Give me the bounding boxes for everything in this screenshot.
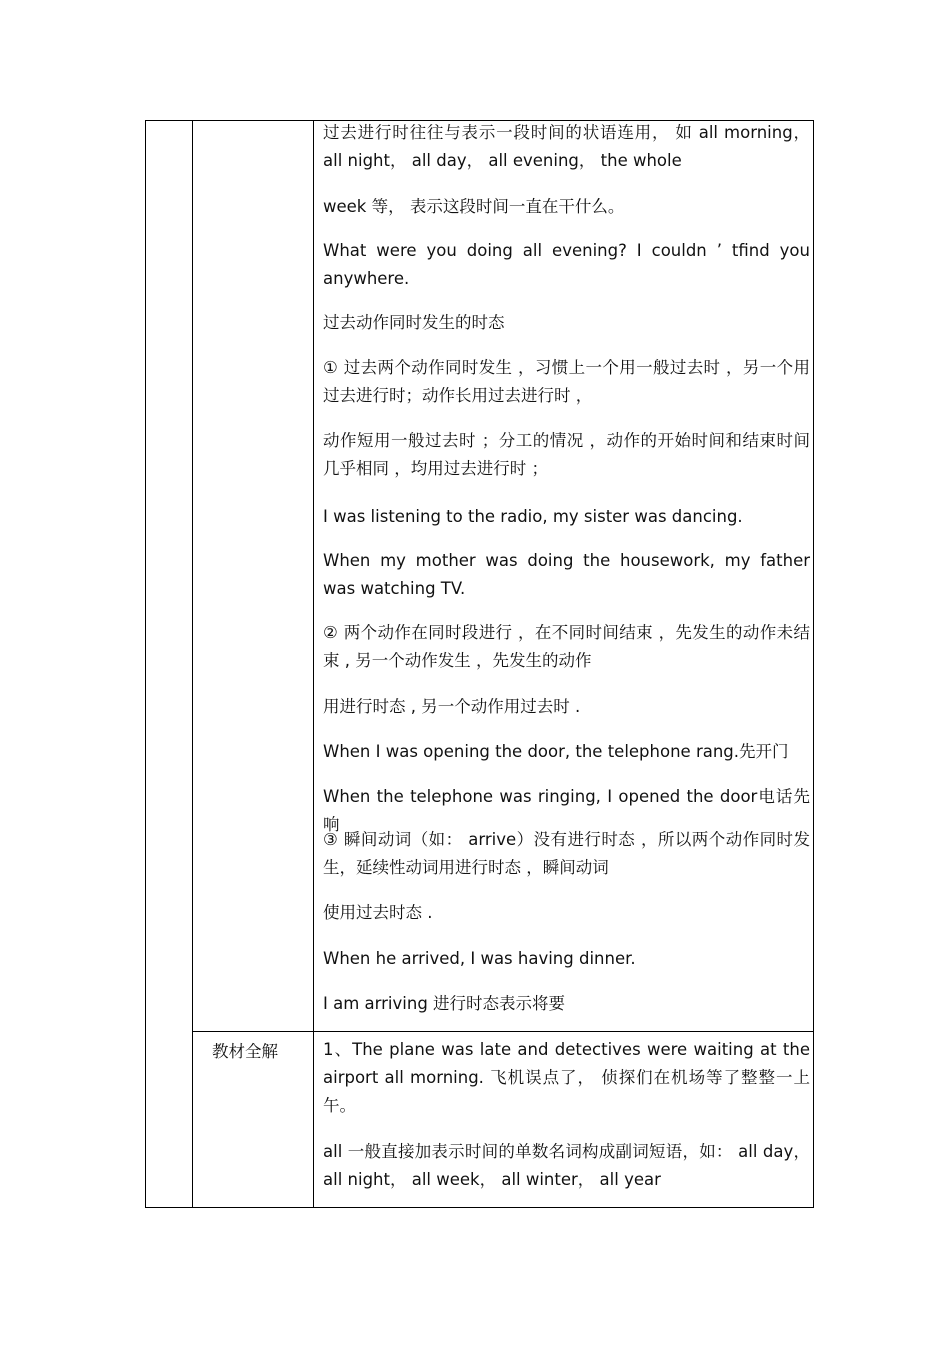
textbook-explanation-label: 教材全解: [212, 1042, 278, 1061]
rule-item: 用进行时态 , 另一个动作用过去时 .: [323, 697, 581, 716]
section-heading: 过去动作同时发生的时态: [323, 313, 505, 332]
textbook-item: 1、The plane was late and detectives were waiting at the airport all morning. 飞机误点了， 侦探们在机场等了整整一上午。: [323, 1040, 810, 1115]
rule-item: 使用过去时态 .: [323, 903, 433, 922]
rule-item: ① 过去两个动作同时发生 ，习惯上一个用一般过去时 ，另一个用过去进行时；动作长用过去进行时 ，: [323, 358, 810, 405]
textbook-note: all 一般直接加表示时间的单数名词构成副词短语，如： all day， all night， all week， all winter， all year: [323, 1142, 810, 1189]
example-sentence: What were you doing all evening? I couldn ’ tfind you anywhere.: [323, 241, 810, 288]
paragraph: week 等， 表示这段时间一直在干什么。: [323, 197, 625, 216]
example-sentence: I am arriving 进行时态表示将要: [323, 994, 566, 1013]
rule-item: ③ 瞬间动词（如： arrive）没有进行时态 ，所以两个动作同时发生，延续性动词用进行时态 ，瞬间动词: [323, 830, 810, 877]
example-sentence: I was listening to the radio, my sister was dancing.: [323, 507, 743, 526]
paragraph: 过去进行时往往与表示一段时间的状语连用， 如 all morning， all night， all day， all evening， the whole: [323, 123, 810, 170]
table-border-right: [813, 120, 814, 1208]
example-sentence: When my mother was doing the housework, my father was watching TV.: [323, 551, 810, 598]
table-border-left: [145, 120, 146, 1208]
example-sentence: When he arrived, I was having dinner.: [323, 949, 636, 968]
rule-item: 动作短用一般过去时 ；分工的情况 ，动作的开始时间和结束时间几乎相同 ，均用过去进行时 ；: [323, 431, 810, 478]
rule-item: ② 两个动作在同时段进行 ，在不同时间结束 ，先发生的动作未结束 , 另一个动作发生 ，先发生的动作: [323, 623, 810, 670]
table-divider-1: [192, 120, 193, 1208]
table-row-divider: [192, 1031, 814, 1032]
example-sentence: When I was opening the door, the telephone rang.先开门: [323, 742, 789, 761]
table-divider-2: [313, 120, 314, 1208]
table-border-bottom: [145, 1207, 814, 1208]
example-sentence: When the telephone was ringing, I opened the door电话先响: [323, 787, 810, 834]
